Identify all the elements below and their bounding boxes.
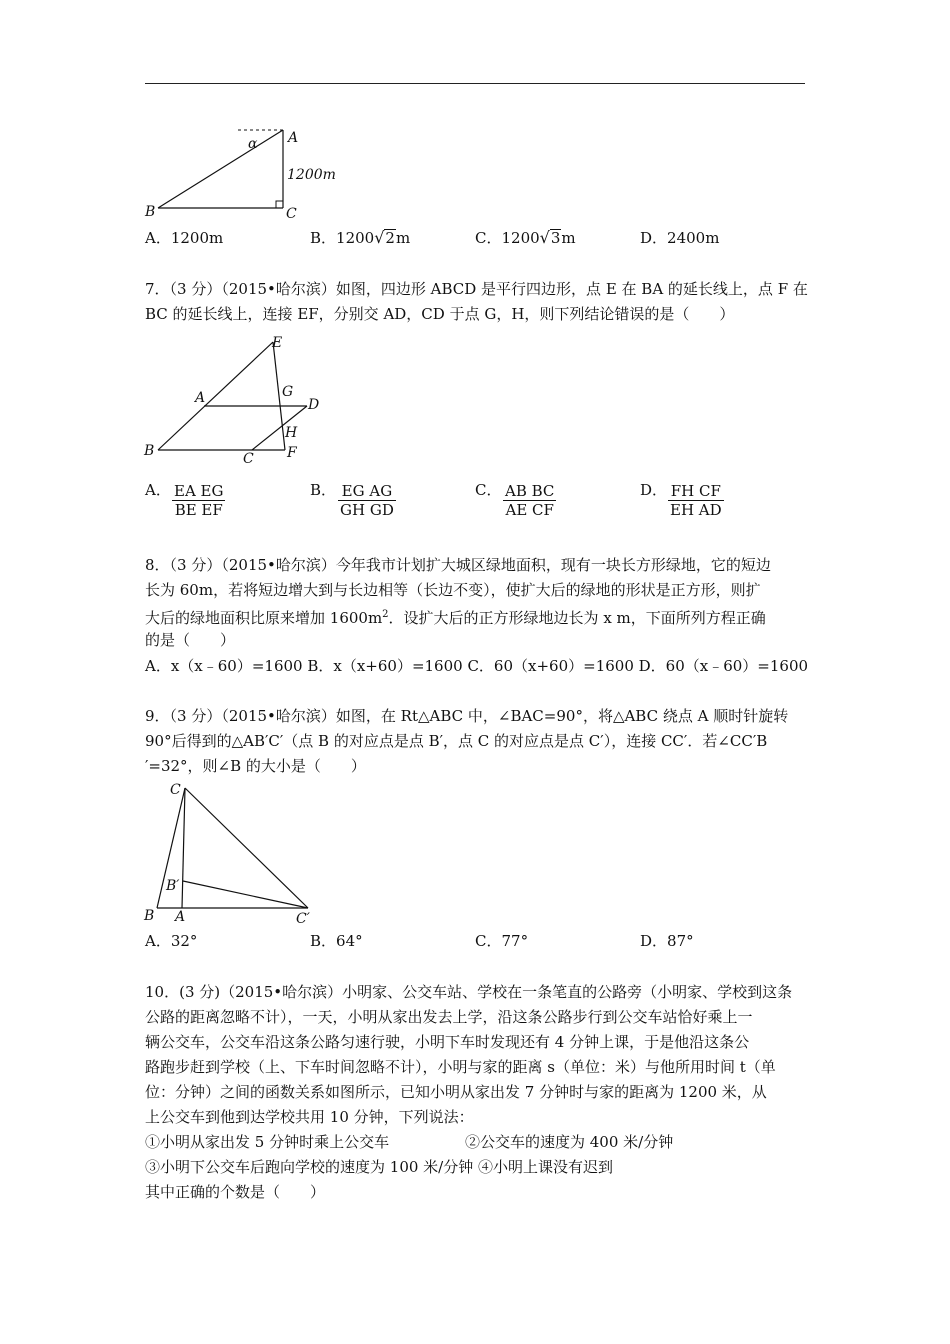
q7-option-b-letter[interactable]: B． bbox=[310, 481, 337, 499]
q10-statement-1: ①小明从家出发 5 分钟时乘上公交车 bbox=[145, 1133, 390, 1151]
q9-label-a: A bbox=[175, 909, 186, 925]
q6-label-c: C bbox=[286, 206, 297, 222]
q6-option-d[interactable]: D．2400m bbox=[640, 229, 720, 247]
q8-text-line3: 大后的绿地面积比原来增加 $1600m^2$．设扩大后的正方形绿地边长为 x m，下面所列方程正确 bbox=[145, 609, 766, 627]
q10-text-line3: 辆公交车，公交车沿这条公路匀速行驶，小明下车时发现还有 4 分钟上课，于是他沿这条公 bbox=[145, 1033, 750, 1051]
header-rule bbox=[145, 83, 805, 84]
q10-text-line5: 位：分钟）之间的函数关系如图所示，已知小明从家出发 7 分钟时与家的距离为 1200 米，从 bbox=[145, 1083, 767, 1101]
q7-text-line1: 7．（3 分）（2015•哈尔滨）如图，四边形 ABCD 是平行四边形，点 E 在 BA 的延长线上，点 F 在 bbox=[145, 280, 808, 298]
q9-option-a[interactable]: A．32° bbox=[145, 932, 198, 950]
q10-text-line2: 公路的距离忽略不计），一天，小明从家出发去上学，沿这条公路步行到公交车站恰好乘上一 bbox=[145, 1008, 753, 1026]
q6-option-c[interactable]: C．1200√3m bbox=[475, 228, 576, 247]
q6-option-b[interactable]: B．1200√2m bbox=[310, 228, 411, 247]
q9-option-b[interactable]: B．64° bbox=[310, 932, 363, 950]
q7-option-d-letter[interactable]: D． bbox=[640, 481, 668, 499]
q9-label-b: B bbox=[144, 908, 155, 924]
q6-label-alpha: α bbox=[248, 136, 258, 152]
q8-text-line1: 8．（3 分）（2015•哈尔滨）今年我市计划扩大城区绿地面积，现有一块长方形绿地，它的短边 bbox=[145, 556, 771, 574]
q7-option-a-letter[interactable]: A． bbox=[145, 481, 171, 499]
q8-text-line4: 的是（ ） bbox=[145, 631, 236, 649]
q7-label-c: C bbox=[243, 451, 254, 466]
q10-statement-3-4: ③小明下公交车后跑向学校的速度为 100 米/分钟 ④小明上课没有迟到 bbox=[145, 1158, 613, 1176]
q9-option-d[interactable]: D．87° bbox=[640, 932, 694, 950]
q8-options[interactable]: A．x（x﹣60）=1600 B．x（x+60）=1600 C．60（x+60）=1600 D．60（x﹣60）=1600 bbox=[145, 657, 809, 675]
q9-label-c: C bbox=[170, 782, 181, 798]
q10-text-line7: 其中正确的个数是（ ） bbox=[145, 1183, 326, 1201]
q7-option-b-fraction[interactable]: $\frac{\text{EG AG}}{\text{GH GD}}$ bbox=[340, 482, 394, 519]
q6-option-a[interactable]: A．1200m bbox=[145, 229, 224, 247]
q7-label-e: E bbox=[272, 335, 283, 351]
q7-label-g: G bbox=[282, 384, 294, 400]
q7-label-b: B bbox=[144, 443, 155, 459]
q9-figure bbox=[140, 778, 330, 928]
q9-text-line3: ′=32°，则∠B 的大小是（ ） bbox=[145, 757, 366, 775]
q9-text-line1: 9．（3 分）（2015•哈尔滨）如图，在 Rt△ABC 中，∠BAC=90°，将△ABC 绕点 A 顺时针旋转 bbox=[145, 707, 789, 725]
q7-label-f: F bbox=[287, 445, 297, 461]
q10-statement-2: ②公交车的速度为 400 米/分钟 bbox=[465, 1133, 674, 1151]
q10-text-line6: 上公交车到他到达学校共用 10 分钟，下列说法： bbox=[145, 1108, 474, 1126]
q10-text-line4: 路跑步赶到学校（上、下车时间忽略不计），小明与家的距离 s（单位：米）与他所用时间 t（单 bbox=[145, 1058, 776, 1076]
q9-text-line2: 90°后得到的△AB′C′（点 B 的对应点是点 B′，点 C 的对应点是点 C′），连接 CC′．若∠CC′B bbox=[145, 732, 768, 750]
q7-label-h: H bbox=[285, 425, 298, 441]
q7-label-a: A bbox=[195, 390, 206, 406]
q7-label-d: D bbox=[308, 397, 320, 413]
q10-text-line1: 10．(3 分)（2015•哈尔滨）小明家、公交车站、学校在一条笔直的公路旁（小明家、学校到这条 bbox=[145, 983, 793, 1001]
q7-figure bbox=[140, 334, 340, 466]
q6-label-b: B bbox=[145, 204, 156, 220]
q6-label-a: A bbox=[288, 130, 299, 146]
q7-option-c-fraction[interactable]: $\frac{\text{AB BC}}{\text{AE CF}}$ bbox=[505, 482, 555, 519]
q7-text-line2: BC 的延长线上，连接 EF，分别交 AD，CD 于点 G，H，则下列结论错误的是（ ） bbox=[145, 305, 735, 323]
q9-option-c[interactable]: C．77° bbox=[475, 932, 529, 950]
q6-label-height: 1200m bbox=[287, 167, 336, 183]
q7-option-d-fraction[interactable]: $\frac{\text{FH CF}}{\text{EH AD}}$ bbox=[670, 482, 722, 519]
q6-figure bbox=[140, 122, 350, 222]
q9-label-bp: B′ bbox=[166, 878, 180, 894]
q7-option-c-letter[interactable]: C． bbox=[475, 481, 502, 499]
q7-option-a-fraction[interactable]: $\frac{\text{EA EG}}{\text{BE EF}}$ bbox=[174, 482, 224, 519]
q8-text-line2: 长为 60m，若将短边增大到与长边相等（长边不变），使扩大后的绿地的形状是正方形，则扩 bbox=[145, 581, 761, 599]
q9-label-cp: C′ bbox=[296, 911, 310, 927]
